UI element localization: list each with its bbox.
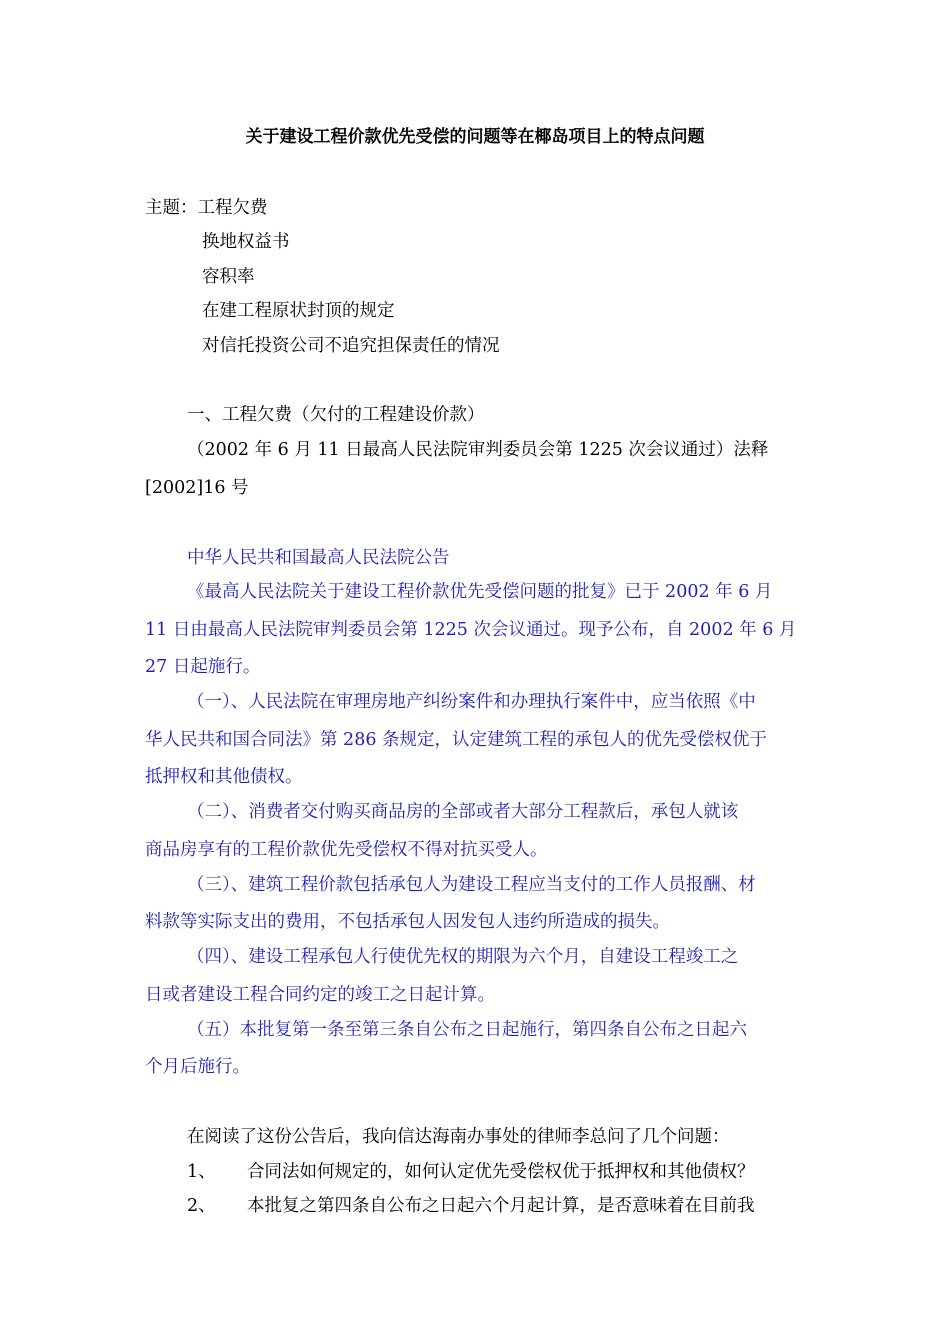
notice-line: （三）、建筑工程价款包括承包人为建设工程应当支付的工作人员报酬、材	[187, 875, 756, 895]
question-item	[187, 1194, 755, 1218]
question-text: 合同法如何规定的，如何认定优先受偿权优于抵押权和其他债权？	[247, 1162, 755, 1182]
notice-line: （五）本批复第一条至第三条自公布之日起施行，第四条自公布之日起六	[187, 1020, 747, 1040]
notice-line: 《最高人民法院关于建设工程价款优先受偿问题的批复》已于 2002 年 6 月	[187, 582, 773, 602]
intro-line: 在阅读了这份公告后，我向信达海南办事处的律师李总问了几个问题：	[187, 1127, 730, 1147]
notice-line: 抵押权和其他债权。	[145, 767, 303, 787]
section-subline: （2002 年 6 月 11 日最高人民法院审判委员会第 1225 次会议通过）法释	[187, 440, 769, 460]
question-item	[187, 1160, 755, 1184]
topics-label: 主题：	[145, 198, 198, 218]
notice-line: 11 日由最高人民法院审判委员会第 1225 次会议通过。现予公布，自 2002 年 6 月	[145, 620, 797, 640]
section-heading: 一、工程欠费（欠付的工程建设价款）	[187, 405, 485, 425]
document-title: 关于建设工程价款优先受偿的问题等在椰岛项目上的特点问题	[245, 127, 705, 147]
notice-line: 个月后施行。	[145, 1057, 250, 1077]
question-text: 本批复之第四条自公布之日起六个月起计算，是否意味着在目前我	[247, 1196, 755, 1216]
notice-line: 料款等实际支出的费用，不包括承包人因发包人违约所造成的损失。	[145, 912, 670, 932]
topic-item: 在建工程原状封顶的规定	[202, 301, 395, 321]
topic-item: 换地权益书	[202, 232, 290, 252]
question-number: 2、	[187, 1196, 216, 1216]
notice-heading: 中华人民共和国最高人民法院公告	[187, 548, 450, 568]
topic-item: 容积率	[202, 267, 255, 287]
notice-line: 日或者建设工程合同约定的竣工之日起计算。	[145, 985, 495, 1005]
topics-label-line	[145, 196, 268, 220]
topic-item: 对信托投资公司不追究担保责任的情况	[202, 336, 500, 356]
notice-line: （一）、人民法院在审理房地产纠纷案件和办理执行案件中，应当依照《中	[187, 692, 756, 712]
section-subline: [2002]16 号	[145, 478, 249, 498]
notice-line: （二）、消费者交付购买商品房的全部或者大部分工程款后，承包人就该	[187, 802, 739, 822]
question-number: 1、	[187, 1162, 216, 1182]
notice-line: 27 日起施行。	[145, 657, 261, 677]
notice-line: 商品房享有的工程价款优先受偿权不得对抗买受人。	[145, 840, 548, 860]
topic-item: 工程欠费	[197, 198, 268, 218]
notice-line: 华人民共和国合同法》第 286 条规定，认定建筑工程的承包人的优先受偿权优于	[145, 730, 768, 750]
notice-line: （四）、建设工程承包人行使优先权的期限为六个月，自建设工程竣工之	[187, 947, 739, 967]
